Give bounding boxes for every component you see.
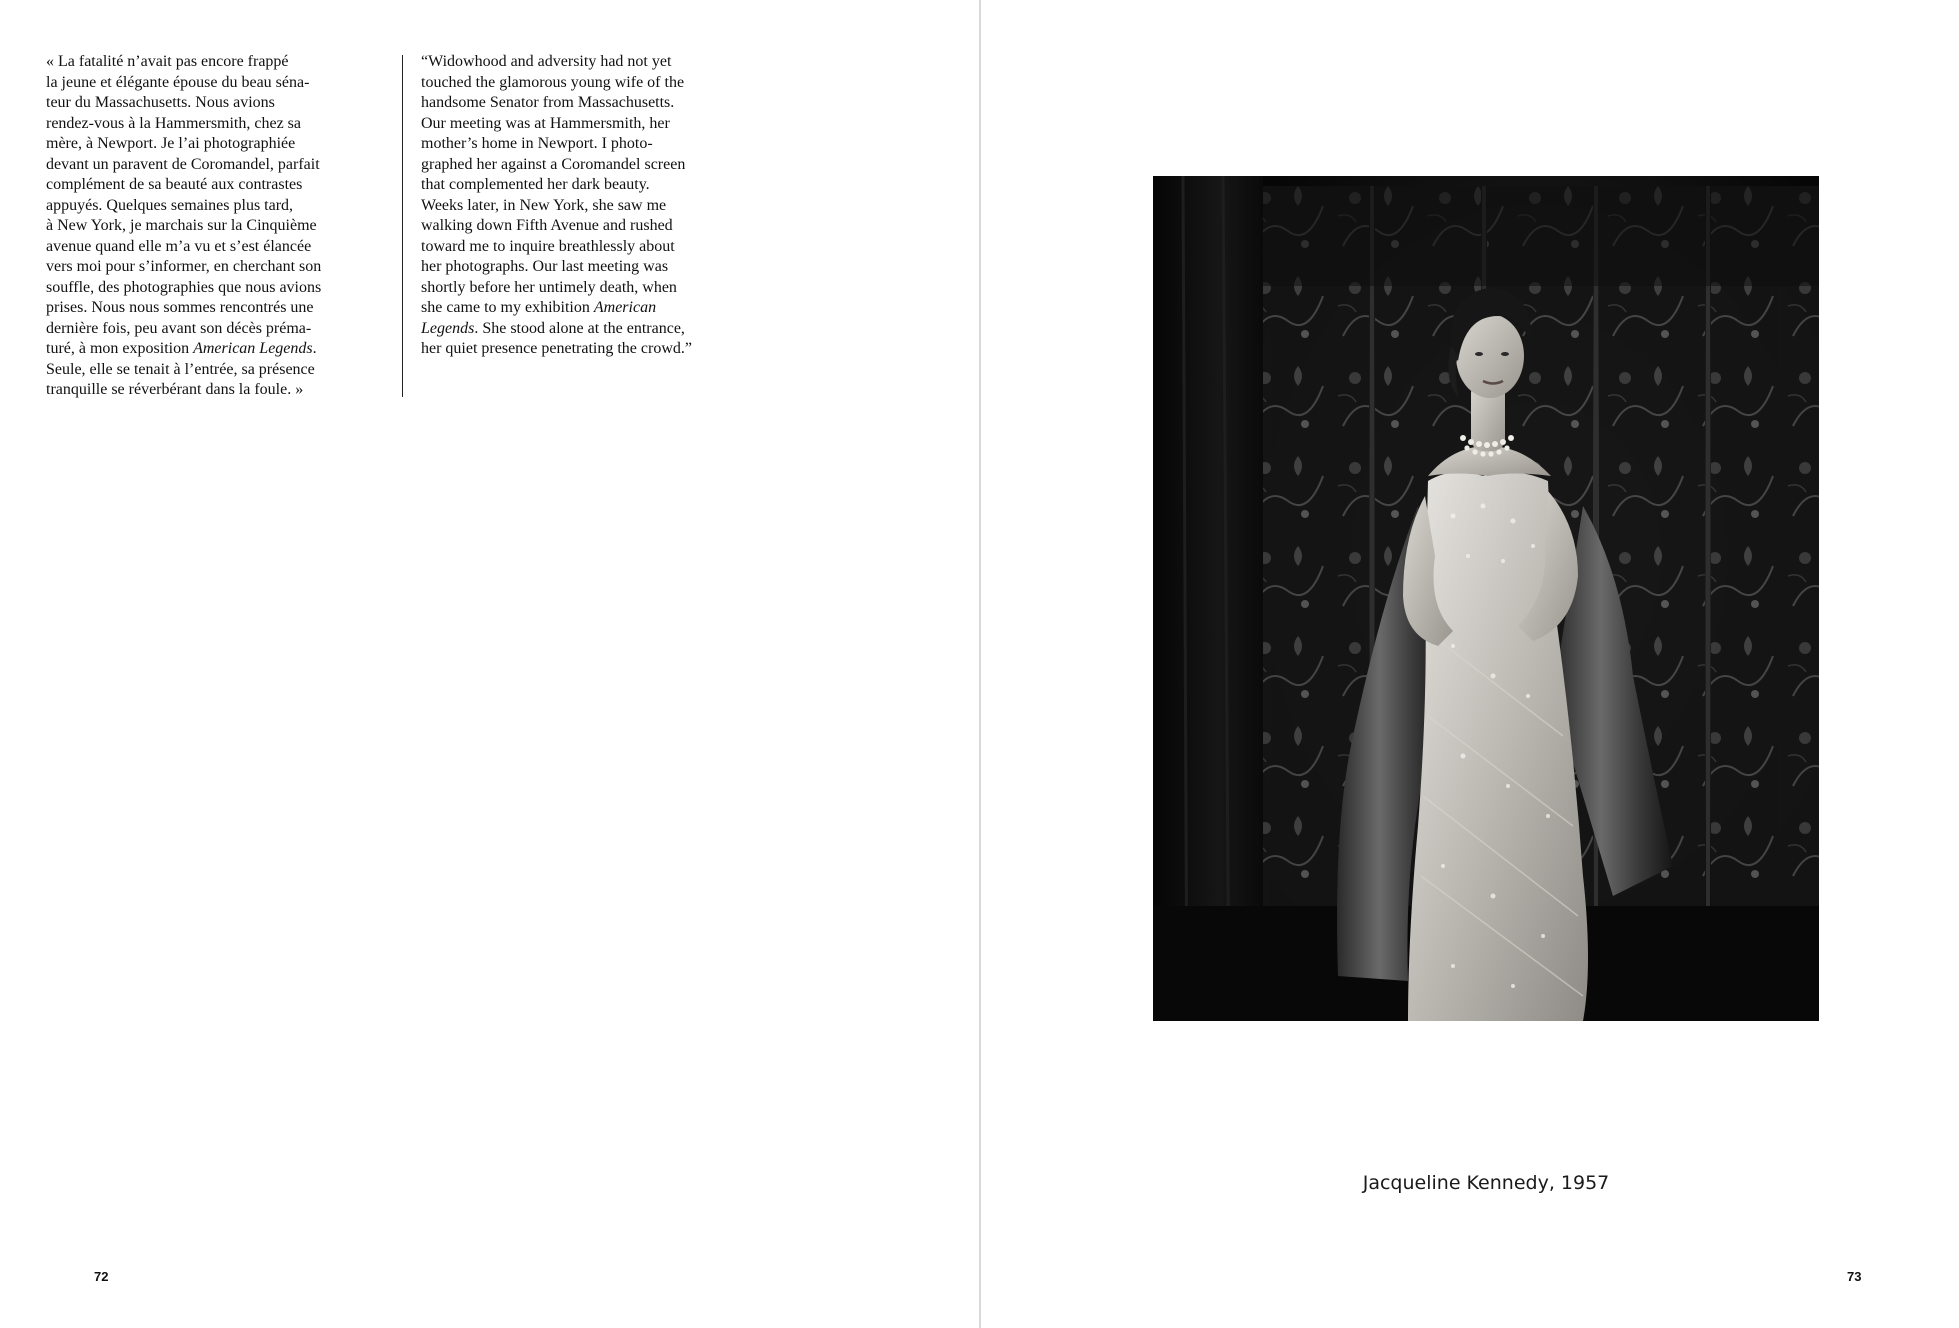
quote-en-line: her photographs. Our last meeting was <box>421 258 669 275</box>
quote-en-text: . She stood alone at the entrance, <box>474 319 685 337</box>
page-number-left: 72 <box>94 1269 109 1284</box>
quote-en-line: “Widowhood and adversity had not yet <box>421 53 672 70</box>
quote-fr-line: Seule, elle se tenait à l’entrée, sa présence <box>46 360 315 378</box>
quote-en-line: shortly before her untimely death, when <box>421 278 677 296</box>
quote-fr-text: turé, à mon exposition <box>46 340 194 357</box>
quote-en-line <box>421 319 771 340</box>
quote-en-line: Our meeting was at Hammersmith, her <box>421 114 670 132</box>
quote-fr-line <box>46 339 396 360</box>
quote-en-line: that complemented her dark beauty. <box>421 176 650 193</box>
quote-fr-line: mère, à Newport. Je l’ai photographiée <box>46 135 296 152</box>
portrait-illustration <box>1153 176 1819 1021</box>
quote-en-line: graphed her against a Coromandel screen <box>421 155 686 173</box>
column-divider <box>402 55 403 397</box>
quote-fr-line: « La fatalité n’avait pas encore frappé <box>46 53 289 70</box>
quote-fr-line: dernière fois, peu avant son décès préma- <box>46 319 312 337</box>
quote-french <box>46 52 396 401</box>
quote-en-line: her quiet presence penetrating the crowd.” <box>421 340 692 357</box>
page-number-right: 73 <box>1847 1269 1862 1284</box>
quote-fr-line: souffle, des photographies que nous avions <box>46 278 322 296</box>
quote-fr-line: teur du Massachusetts. Nous avions <box>46 94 275 111</box>
left-page <box>0 0 979 1328</box>
quote-fr-line: prises. Nous nous sommes rencontrés une <box>46 299 314 316</box>
quote-fr-line: rendez-vous à la Hammersmith, chez sa <box>46 114 302 132</box>
quote-fr-line: à New York, je marchais sur la Cinquième <box>46 217 317 234</box>
quote-en-line <box>421 298 771 319</box>
quote-fr-line: vers moi pour s’informer, en cherchant son <box>46 258 322 275</box>
quote-fr-text: . <box>312 340 317 357</box>
quote-fr-line: devant un paravent de Coromandel, parfait <box>46 155 320 173</box>
quote-fr-line: avenue quand elle m’a vu et s’est élancée <box>46 237 312 255</box>
quote-fr-line: appuyés. Quelques semaines plus tard, <box>46 196 294 214</box>
quote-en-line: Weeks later, in New York, she saw me <box>421 196 667 214</box>
quote-fr-line: la jeune et élégante épouse du beau séna- <box>46 73 310 91</box>
portrait-photograph <box>1153 176 1819 1021</box>
photo-caption: Jacqueline Kennedy, 1957 <box>1362 1172 1610 1194</box>
quote-en-line: mother’s home in Newport. I photo- <box>421 135 653 152</box>
quote-en-text: she came to my exhibition <box>421 299 594 316</box>
exhibition-title: American <box>593 299 657 316</box>
quote-fr-line: tranquille se réverbérant dans la foule. » <box>46 381 304 398</box>
quote-en-line: handsome Senator from Massachusetts. <box>421 94 675 111</box>
exhibition-title: Legends <box>421 319 475 337</box>
quote-en-line: touched the glamorous young wife of the <box>421 73 685 91</box>
quote-en-line: toward me to inquire breathlessly about <box>421 237 675 255</box>
quote-english <box>421 52 771 360</box>
quote-en-line: walking down Fifth Avenue and rushed <box>421 217 673 234</box>
exhibition-title: American Legends <box>193 340 313 357</box>
quote-fr-line: complément de sa beauté aux contrastes <box>46 176 303 193</box>
